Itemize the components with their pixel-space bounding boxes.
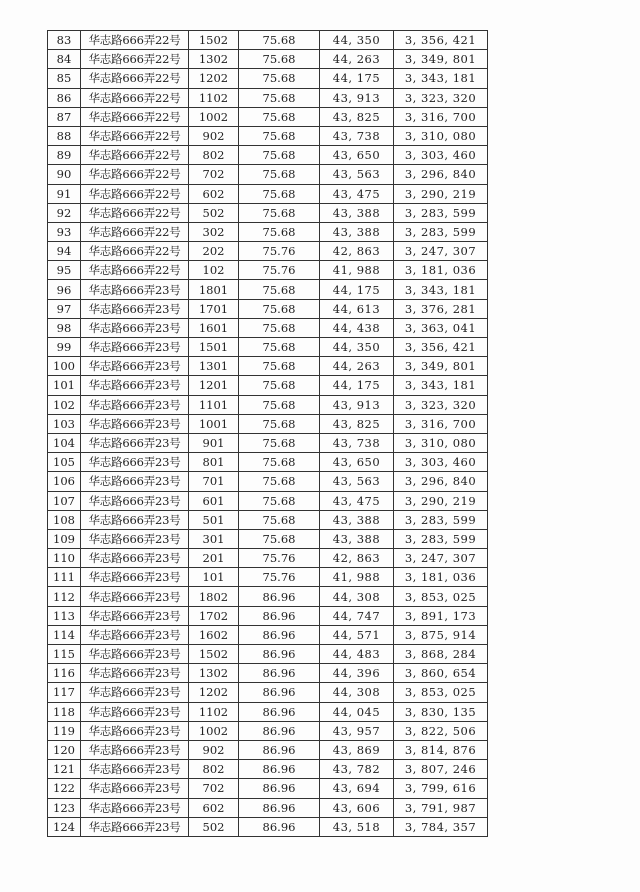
room-number-cell: 1602 [189,625,239,644]
room-number-cell: 1101 [189,395,239,414]
unit-price-cell: 42, 863 [320,549,394,568]
room-number-cell: 502 [189,203,239,222]
room-number-cell: 1302 [189,50,239,69]
unit-price-cell: 44, 263 [320,50,394,69]
room-number-cell: 901 [189,433,239,452]
table-row [48,664,488,683]
unit-price-cell: 43, 650 [320,146,394,165]
row-number-cell: 114 [48,625,81,644]
unit-price-cell: 44, 308 [320,587,394,606]
area-cell: 86.96 [239,683,320,702]
address-cell: 华志路666弄22号 [81,184,189,203]
row-number-cell: 95 [48,261,81,280]
row-number-cell: 107 [48,491,81,510]
room-number-cell: 701 [189,472,239,491]
total-price-cell: 3, 830, 135 [394,702,488,721]
room-number-cell: 702 [189,165,239,184]
area-cell: 86.96 [239,817,320,836]
row-number-cell: 119 [48,721,81,740]
row-number-cell: 89 [48,146,81,165]
unit-price-cell: 43, 957 [320,721,394,740]
row-number-cell: 91 [48,184,81,203]
address-cell: 华志路666弄22号 [81,69,189,88]
area-cell: 75.68 [239,433,320,452]
area-cell: 75.68 [239,529,320,548]
address-cell: 华志路666弄23号 [81,338,189,357]
total-price-cell: 3, 853, 025 [394,683,488,702]
table-row [48,165,488,184]
room-number-cell: 1502 [189,31,239,50]
address-cell: 华志路666弄23号 [81,414,189,433]
area-cell: 75.68 [239,357,320,376]
table-row [48,779,488,798]
row-number-cell: 103 [48,414,81,433]
row-number-cell: 98 [48,318,81,337]
room-number-cell: 1302 [189,664,239,683]
row-number-cell: 101 [48,376,81,395]
address-cell: 华志路666弄22号 [81,242,189,261]
total-price-cell: 3, 296, 840 [394,165,488,184]
address-cell: 华志路666弄22号 [81,107,189,126]
table-row [48,760,488,779]
unit-price-cell: 44, 308 [320,683,394,702]
area-cell: 75.68 [239,184,320,203]
area-cell: 75.68 [239,318,320,337]
address-cell: 华志路666弄23号 [81,299,189,318]
area-cell: 75.76 [239,568,320,587]
table-row [48,568,488,587]
total-price-cell: 3, 290, 219 [394,184,488,203]
room-number-cell: 201 [189,549,239,568]
row-number-cell: 116 [48,664,81,683]
unit-price-cell: 43, 388 [320,203,394,222]
total-price-cell: 3, 814, 876 [394,740,488,759]
table-row [48,702,488,721]
table-row [48,472,488,491]
total-price-cell: 3, 853, 025 [394,587,488,606]
area-cell: 75.68 [239,107,320,126]
room-number-cell: 1301 [189,357,239,376]
total-price-cell: 3, 247, 307 [394,549,488,568]
table-row [48,357,488,376]
total-price-cell: 3, 784, 357 [394,817,488,836]
area-cell: 75.68 [239,491,320,510]
address-cell: 华志路666弄22号 [81,88,189,107]
unit-price-cell: 43, 825 [320,107,394,126]
total-price-cell: 3, 807, 246 [394,760,488,779]
area-cell: 75.68 [239,376,320,395]
total-price-cell: 3, 303, 460 [394,453,488,472]
table-row [48,606,488,625]
total-price-cell: 3, 349, 801 [394,357,488,376]
row-number-cell: 110 [48,549,81,568]
area-cell: 75.68 [239,280,320,299]
room-number-cell: 202 [189,242,239,261]
table-row [48,376,488,395]
room-number-cell: 1701 [189,299,239,318]
room-number-cell: 1102 [189,702,239,721]
address-cell: 华志路666弄23号 [81,587,189,606]
total-price-cell: 3, 343, 181 [394,280,488,299]
price-table-body [48,31,488,837]
address-cell: 华志路666弄23号 [81,760,189,779]
area-cell: 75.68 [239,453,320,472]
table-row [48,433,488,452]
address-cell: 华志路666弄23号 [81,740,189,759]
address-cell: 华志路666弄22号 [81,261,189,280]
row-number-cell: 122 [48,779,81,798]
table-row [48,107,488,126]
area-cell: 86.96 [239,779,320,798]
address-cell: 华志路666弄22号 [81,203,189,222]
total-price-cell: 3, 247, 307 [394,242,488,261]
table-row [48,510,488,529]
area-cell: 75.68 [239,165,320,184]
total-price-cell: 3, 343, 181 [394,69,488,88]
address-cell: 华志路666弄23号 [81,683,189,702]
room-number-cell: 1102 [189,88,239,107]
address-cell: 华志路666弄23号 [81,357,189,376]
address-cell: 华志路666弄22号 [81,31,189,50]
table-row [48,31,488,50]
area-cell: 75.68 [239,222,320,241]
total-price-cell: 3, 376, 281 [394,299,488,318]
room-number-cell: 1002 [189,721,239,740]
room-number-cell: 602 [189,184,239,203]
total-price-cell: 3, 310, 080 [394,433,488,452]
table-row [48,299,488,318]
address-cell: 华志路666弄23号 [81,568,189,587]
total-price-cell: 3, 316, 700 [394,107,488,126]
room-number-cell: 601 [189,491,239,510]
total-price-cell: 3, 791, 987 [394,798,488,817]
row-number-cell: 96 [48,280,81,299]
area-cell: 86.96 [239,645,320,664]
room-number-cell: 1202 [189,69,239,88]
unit-price-cell: 41, 988 [320,261,394,280]
row-number-cell: 86 [48,88,81,107]
row-number-cell: 99 [48,338,81,357]
area-cell: 75.68 [239,299,320,318]
unit-price-cell: 44, 175 [320,376,394,395]
unit-price-cell: 43, 388 [320,529,394,548]
table-row [48,549,488,568]
total-price-cell: 3, 875, 914 [394,625,488,644]
row-number-cell: 118 [48,702,81,721]
row-number-cell: 112 [48,587,81,606]
area-cell: 75.76 [239,242,320,261]
total-price-cell: 3, 283, 599 [394,203,488,222]
table-row [48,683,488,702]
row-number-cell: 115 [48,645,81,664]
row-number-cell: 106 [48,472,81,491]
area-cell: 75.68 [239,395,320,414]
row-number-cell: 105 [48,453,81,472]
row-number-cell: 121 [48,760,81,779]
table-row [48,721,488,740]
row-number-cell: 88 [48,126,81,145]
address-cell: 华志路666弄23号 [81,376,189,395]
unit-price-cell: 43, 650 [320,453,394,472]
area-cell: 86.96 [239,740,320,759]
total-price-cell: 3, 323, 320 [394,395,488,414]
room-number-cell: 802 [189,146,239,165]
row-number-cell: 90 [48,165,81,184]
total-price-cell: 3, 303, 460 [394,146,488,165]
unit-price-cell: 44, 045 [320,702,394,721]
unit-price-cell: 43, 475 [320,491,394,510]
room-number-cell: 302 [189,222,239,241]
unit-price-cell: 44, 613 [320,299,394,318]
room-number-cell: 1802 [189,587,239,606]
address-cell: 华志路666弄23号 [81,472,189,491]
row-number-cell: 102 [48,395,81,414]
area-cell: 75.68 [239,69,320,88]
table-row [48,50,488,69]
room-number-cell: 502 [189,817,239,836]
address-cell: 华志路666弄23号 [81,817,189,836]
row-number-cell: 124 [48,817,81,836]
area-cell: 75.76 [239,549,320,568]
total-price-cell: 3, 316, 700 [394,414,488,433]
address-cell: 华志路666弄23号 [81,433,189,452]
address-cell: 华志路666弄23号 [81,453,189,472]
area-cell: 86.96 [239,798,320,817]
row-number-cell: 100 [48,357,81,376]
unit-price-cell: 43, 738 [320,126,394,145]
total-price-cell: 3, 363, 041 [394,318,488,337]
table-row [48,817,488,836]
unit-price-cell: 44, 571 [320,625,394,644]
unit-price-cell: 43, 606 [320,798,394,817]
table-row [48,126,488,145]
room-number-cell: 1801 [189,280,239,299]
row-number-cell: 94 [48,242,81,261]
area-cell: 86.96 [239,760,320,779]
address-cell: 华志路666弄23号 [81,779,189,798]
room-number-cell: 1001 [189,414,239,433]
address-cell: 华志路666弄23号 [81,721,189,740]
total-price-cell: 3, 181, 036 [394,568,488,587]
unit-price-cell: 41, 988 [320,568,394,587]
address-cell: 华志路666弄23号 [81,280,189,299]
row-number-cell: 87 [48,107,81,126]
area-cell: 75.68 [239,510,320,529]
row-number-cell: 83 [48,31,81,50]
table-row [48,242,488,261]
room-number-cell: 801 [189,453,239,472]
room-number-cell: 501 [189,510,239,529]
row-number-cell: 117 [48,683,81,702]
total-price-cell: 3, 343, 181 [394,376,488,395]
unit-price-cell: 43, 825 [320,414,394,433]
row-number-cell: 120 [48,740,81,759]
unit-price-cell: 43, 388 [320,510,394,529]
area-cell: 75.68 [239,338,320,357]
unit-price-cell: 44, 175 [320,69,394,88]
area-cell: 86.96 [239,625,320,644]
room-number-cell: 1502 [189,645,239,664]
area-cell: 86.96 [239,587,320,606]
unit-price-cell: 43, 475 [320,184,394,203]
unit-price-cell: 43, 913 [320,395,394,414]
total-price-cell: 3, 283, 599 [394,510,488,529]
table-row [48,740,488,759]
table-row [48,798,488,817]
unit-price-cell: 44, 483 [320,645,394,664]
total-price-cell: 3, 356, 421 [394,338,488,357]
unit-price-cell: 43, 694 [320,779,394,798]
area-cell: 75.68 [239,50,320,69]
address-cell: 华志路666弄23号 [81,645,189,664]
unit-price-cell: 43, 869 [320,740,394,759]
address-cell: 华志路666弄23号 [81,625,189,644]
table-row [48,453,488,472]
room-number-cell: 602 [189,798,239,817]
area-cell: 75.68 [239,31,320,50]
total-price-cell: 3, 323, 320 [394,88,488,107]
total-price-cell: 3, 283, 599 [394,529,488,548]
unit-price-cell: 43, 563 [320,472,394,491]
row-number-cell: 97 [48,299,81,318]
table-row [48,645,488,664]
row-number-cell: 104 [48,433,81,452]
row-number-cell: 109 [48,529,81,548]
table-row [48,587,488,606]
address-cell: 华志路666弄22号 [81,50,189,69]
address-cell: 华志路666弄22号 [81,126,189,145]
table-row [48,184,488,203]
room-number-cell: 1201 [189,376,239,395]
unit-price-cell: 44, 350 [320,31,394,50]
area-cell: 86.96 [239,664,320,683]
area-cell: 75.68 [239,203,320,222]
address-cell: 华志路666弄23号 [81,664,189,683]
row-number-cell: 108 [48,510,81,529]
area-cell: 86.96 [239,606,320,625]
area-cell: 86.96 [239,702,320,721]
area-cell: 75.68 [239,472,320,491]
row-number-cell: 123 [48,798,81,817]
area-cell: 75.68 [239,88,320,107]
total-price-cell: 3, 356, 421 [394,31,488,50]
address-cell: 华志路666弄23号 [81,318,189,337]
unit-price-cell: 44, 175 [320,280,394,299]
room-number-cell: 702 [189,779,239,798]
address-cell: 华志路666弄22号 [81,146,189,165]
price-table [47,30,488,837]
room-number-cell: 902 [189,740,239,759]
address-cell: 华志路666弄23号 [81,798,189,817]
address-cell: 华志路666弄22号 [81,222,189,241]
table-row [48,203,488,222]
table-row [48,261,488,280]
address-cell: 华志路666弄23号 [81,549,189,568]
row-number-cell: 113 [48,606,81,625]
total-price-cell: 3, 822, 506 [394,721,488,740]
address-cell: 华志路666弄23号 [81,491,189,510]
address-cell: 华志路666弄23号 [81,606,189,625]
total-price-cell: 3, 860, 654 [394,664,488,683]
room-number-cell: 1702 [189,606,239,625]
row-number-cell: 84 [48,50,81,69]
total-price-cell: 3, 891, 173 [394,606,488,625]
area-cell: 75.68 [239,126,320,145]
address-cell: 华志路666弄23号 [81,395,189,414]
total-price-cell: 3, 349, 801 [394,50,488,69]
table-row [48,280,488,299]
room-number-cell: 1601 [189,318,239,337]
table-row [48,222,488,241]
area-cell: 86.96 [239,721,320,740]
row-number-cell: 85 [48,69,81,88]
unit-price-cell: 42, 863 [320,242,394,261]
total-price-cell: 3, 296, 840 [394,472,488,491]
area-cell: 75.76 [239,261,320,280]
address-cell: 华志路666弄23号 [81,529,189,548]
unit-price-cell: 43, 388 [320,222,394,241]
table-row [48,338,488,357]
address-cell: 华志路666弄23号 [81,702,189,721]
total-price-cell: 3, 290, 219 [394,491,488,510]
room-number-cell: 102 [189,261,239,280]
row-number-cell: 111 [48,568,81,587]
room-number-cell: 1501 [189,338,239,357]
room-number-cell: 802 [189,760,239,779]
table-row [48,318,488,337]
unit-price-cell: 43, 913 [320,88,394,107]
total-price-cell: 3, 181, 036 [394,261,488,280]
room-number-cell: 101 [189,568,239,587]
address-cell: 华志路666弄22号 [81,165,189,184]
unit-price-cell: 43, 563 [320,165,394,184]
table-row [48,529,488,548]
area-cell: 75.68 [239,414,320,433]
row-number-cell: 92 [48,203,81,222]
unit-price-cell: 43, 782 [320,760,394,779]
table-row [48,88,488,107]
unit-price-cell: 44, 438 [320,318,394,337]
room-number-cell: 1002 [189,107,239,126]
unit-price-cell: 44, 350 [320,338,394,357]
unit-price-cell: 44, 747 [320,606,394,625]
unit-price-cell: 43, 738 [320,433,394,452]
address-cell: 华志路666弄23号 [81,510,189,529]
table-row [48,414,488,433]
room-number-cell: 902 [189,126,239,145]
unit-price-cell: 43, 518 [320,817,394,836]
table-row [48,146,488,165]
table-row [48,69,488,88]
table-row [48,491,488,510]
unit-price-cell: 44, 263 [320,357,394,376]
total-price-cell: 3, 799, 616 [394,779,488,798]
room-number-cell: 1202 [189,683,239,702]
table-row [48,625,488,644]
row-number-cell: 93 [48,222,81,241]
unit-price-cell: 44, 396 [320,664,394,683]
room-number-cell: 301 [189,529,239,548]
table-row [48,395,488,414]
total-price-cell: 3, 868, 284 [394,645,488,664]
total-price-cell: 3, 310, 080 [394,126,488,145]
area-cell: 75.68 [239,146,320,165]
total-price-cell: 3, 283, 599 [394,222,488,241]
